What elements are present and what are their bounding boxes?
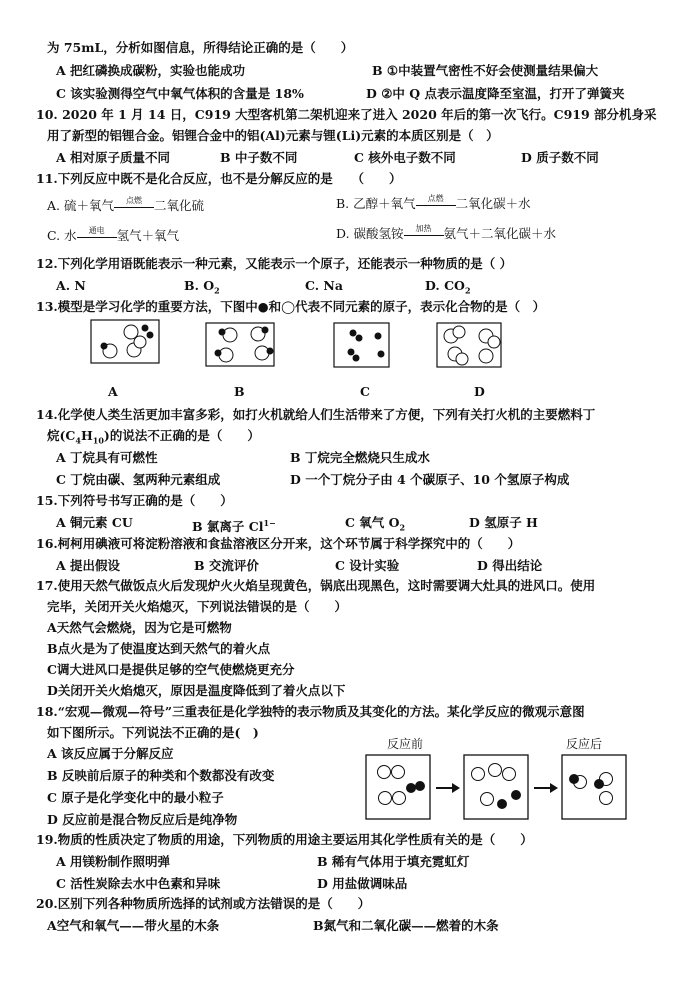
q14-option-c[interactable]: C 丁烷由碳、氢两种元素组成 <box>56 472 221 487</box>
q11-a-reactants: A. 硫＋氧气 <box>47 198 114 213</box>
q18-stem-line2: 如下图所示。下列说法不正确的是( ) <box>47 725 259 740</box>
q18-option-a[interactable]: A 该反应属于分解反应 <box>47 746 174 761</box>
reaction-before-box <box>366 755 430 819</box>
q10-option-b[interactable]: B 中子数不同 <box>220 150 298 165</box>
reaction-arrow: 加热 <box>404 233 444 236</box>
q12-option-a[interactable]: A. N <box>56 278 86 293</box>
q11-b-products: 二氧化碳＋水 <box>455 196 531 211</box>
q14-option-a[interactable]: A 丁烷具有可燃性 <box>56 450 158 465</box>
q11-d-reactants: D. 碳酸氢铵 <box>336 226 404 241</box>
q9-tail: 为 75mL，分析如图信息，所得结论正确的是（ ） <box>47 40 354 55</box>
q19-option-d[interactable]: D 用盐做调味品 <box>317 876 408 891</box>
q18-option-b[interactable]: B 反映前后原子的种类和个数都没有改变 <box>47 768 275 783</box>
q17-option-a[interactable]: A天然气会燃烧，因为它是可燃物 <box>47 620 232 635</box>
q11-stem: 11.下列反应中既不是化合反应，也不是分解反应的是 （ ） <box>36 171 402 186</box>
q19-option-b[interactable]: B 稀有气体用于填充霓虹灯 <box>317 854 470 869</box>
q13-label-d: D <box>474 384 485 399</box>
reaction-after-box <box>562 755 626 819</box>
q13-label-a: A <box>108 384 118 399</box>
q11-option-c[interactable] <box>47 228 179 244</box>
q10-option-a[interactable]: A 相对原子质量不同 <box>56 150 171 165</box>
reaction-arrow: 点燃 <box>416 203 456 206</box>
q11-option-d[interactable] <box>336 226 556 242</box>
q20-option-b[interactable]: B氮气和二氧化碳——燃着的木条 <box>313 918 499 933</box>
q11-c-reactants: C. 水 <box>47 228 77 243</box>
reaction-intermediate-box <box>464 755 528 819</box>
q11-option-a[interactable] <box>47 198 204 214</box>
q9-option-d[interactable]: D ②中 Q 点表示温度降至室温，打开了弹簧夹 <box>366 86 625 101</box>
q16-option-a[interactable]: A 提出假设 <box>56 558 121 573</box>
q11-a-products: 二氧化硫 <box>153 198 204 213</box>
q11-option-b[interactable] <box>336 196 531 212</box>
q10-stem-line1: 10. 2020 年 1 月 14 日，C919 大型客机第二架机迎来了进入 2020 年后的第一次飞行。C919 部分机身采 <box>36 107 657 122</box>
q13-model-figures <box>0 315 695 375</box>
q10-stem-line2: 用了新型的铝锂合金。铝锂合金中的铝(Al)元素与锂(Li)元素的本质区别是（ ） <box>47 128 499 143</box>
q18-reaction-diagram <box>360 752 660 826</box>
q18-option-c[interactable]: C 原子是化学变化中的最小粒子 <box>47 790 224 805</box>
q11-c-products: 氢气＋氧气 <box>116 228 180 243</box>
q10-option-d[interactable]: D 质子数不同 <box>521 150 599 165</box>
reaction-after-label: 反应后 <box>566 737 603 751</box>
q19-option-c[interactable]: C 活性炭除去水中色素和异味 <box>56 876 221 891</box>
q15-option-a[interactable]: A 铜元素 CU <box>56 515 133 530</box>
q17-option-c[interactable]: C调大进风口是提供足够的空气使燃烧更充分 <box>47 662 295 677</box>
q13-stem: 13.模型是学习化学的重要方法，下图中●和◯代表不同元素的原子，表示化合物的是（ ） <box>36 299 546 314</box>
q10-option-c[interactable]: C 核外电子数不同 <box>354 150 456 165</box>
reaction-arrow-icon <box>436 783 460 793</box>
q14-stem-line2: 烷$(C_4H_{10})$的说法不正确的是（ ） <box>47 428 260 446</box>
reaction-arrow-icon <box>534 783 558 793</box>
q12-stem: 12.下列化学用语既能表示一种元素，又能表示一个原子，还能表示一种物质的是（ ） <box>36 256 513 271</box>
q9-option-c[interactable]: C 该实验测得空气中氧气体积的含量是 18% <box>56 86 304 101</box>
q17-stem-line2: 完毕，关闭开关火焰熄灭，下列说法错误的是（ ） <box>47 599 348 614</box>
q11-d-products: 氨气＋二氧化碳＋水 <box>443 226 557 241</box>
q18-stem-line1: 18.“宏观—微观—符号”三重表征是化学独特的表示物质及其变化的方法。某化学反应的微观示意图 <box>36 704 585 719</box>
q16-stem: 16.柯柯用碘液可将淀粉溶液和食盐溶液区分开来，这个环节属于科学探究中的（ ） <box>36 536 521 551</box>
reaction-arrow: 通电 <box>77 235 117 238</box>
q12-option-c[interactable]: C. Na <box>305 278 343 293</box>
q16-option-c[interactable]: C 设计实验 <box>335 558 400 573</box>
q17-stem-line1: 17.使用天然气做饭点火后发现炉火火焰呈现黄色，锅底出现黑色，这时需要调大灶具的进风口。使用 <box>36 578 596 593</box>
q15-option-c[interactable]: C 氧气 $O_2$ <box>345 515 406 533</box>
q14-option-b[interactable]: B 丁烷完全燃烧只生成水 <box>290 450 430 465</box>
model-b[interactable] <box>206 323 274 366</box>
q15-stem: 15.下列符号书写正确的是（ ） <box>36 493 233 508</box>
q11-b-reactants: B. 乙醇＋氧气 <box>336 196 416 211</box>
q20-option-a[interactable]: A空气和氧气——带火星的木条 <box>47 918 220 933</box>
q18-option-d[interactable]: D 反应前是混合物反应后是纯净物 <box>47 812 238 827</box>
q19-option-a[interactable]: A 用镁粉制作照明弹 <box>56 854 171 869</box>
q12-option-b[interactable]: B. $O_2$ <box>184 278 220 296</box>
reaction-arrow: 点燃 <box>114 205 154 208</box>
q15-option-d[interactable]: D 氢原子 H <box>469 515 538 530</box>
q20-stem: 20.区别下列各种物质所选择的试剂或方法错误的是（ ） <box>36 896 371 911</box>
q9-option-b[interactable]: B ①中装置气密性不好会使测量结果偏大 <box>372 63 599 78</box>
model-c[interactable] <box>334 323 389 367</box>
q13-label-b: B <box>234 384 245 399</box>
q14-option-d[interactable]: D 一个丁烷分子由 4 个碳原子、10 个氢原子构成 <box>290 472 570 487</box>
q17-option-b[interactable]: B点火是为了使温度达到天然气的着火点 <box>47 641 271 656</box>
reaction-before-label: 反应前 <box>387 737 424 751</box>
q14-stem-line1: 14.化学使人类生活更加丰富多彩，如打火机就给人们生活带来了方便，下列有关打火机的主要燃料丁 <box>36 407 596 422</box>
q16-option-d[interactable]: D 得出结论 <box>477 558 543 573</box>
q16-option-b[interactable]: B 交流评价 <box>194 558 259 573</box>
q9-option-a[interactable]: A 把红磷换成碳粉，实验也能成功 <box>56 63 246 78</box>
q13-label-c: C <box>360 384 370 399</box>
model-d[interactable] <box>437 323 501 367</box>
q17-option-d[interactable]: D关闭开关火焰熄灭，原因是温度降低到了着火点以下 <box>47 683 346 698</box>
q19-stem: 19.物质的性质决定了物质的用途，下列物质的用途主要运用其化学性质有关的是（ ） <box>36 832 533 847</box>
q15-option-b[interactable]: B 氯离子 $Cl^{1-}$ <box>192 518 276 535</box>
q12-option-d[interactable]: D. $CO_2$ <box>425 278 471 296</box>
model-a[interactable] <box>91 320 159 363</box>
